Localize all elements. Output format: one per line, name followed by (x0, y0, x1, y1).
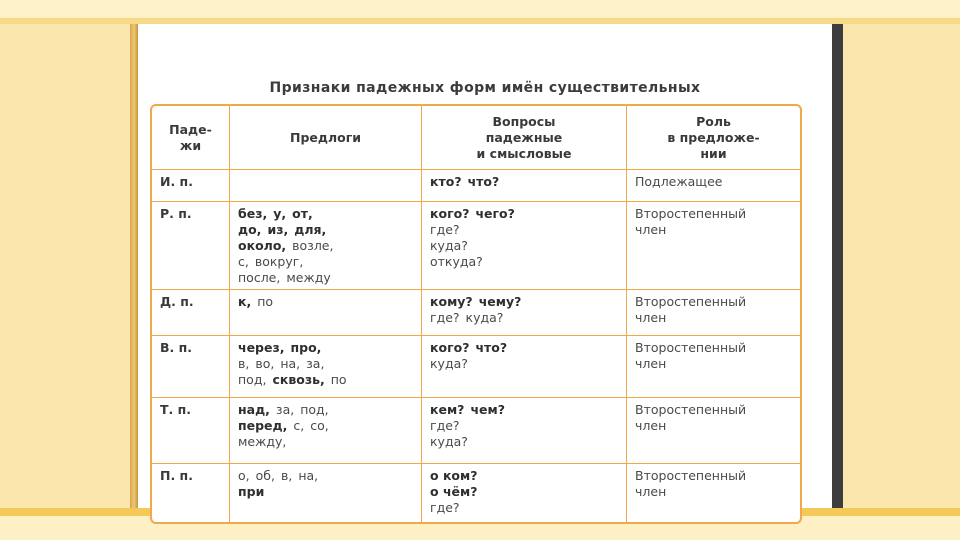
header-questions-line: и смысловые (476, 145, 572, 161)
preposition: около, (238, 238, 287, 253)
question: кого? (430, 206, 470, 221)
prepositions-line (238, 402, 413, 418)
preposition: за, (306, 356, 325, 371)
header-role (627, 106, 800, 170)
header-case-line: жи (179, 137, 202, 153)
preposition: из, (267, 222, 289, 237)
role-line: Подлежащее (635, 174, 723, 189)
preposition: возле, (292, 238, 334, 253)
question: куда? (430, 238, 468, 253)
preposition: с, (293, 418, 305, 433)
questions-line (430, 402, 618, 418)
case-label: Р. п. (160, 206, 192, 221)
role-line: член (635, 418, 667, 433)
preposition: для, (294, 222, 327, 237)
questions-line (430, 206, 618, 222)
questions-line (430, 468, 618, 484)
textbook-page (138, 24, 832, 515)
header-role-line: Роль (696, 113, 731, 129)
role-cell (627, 290, 800, 336)
question: куда? (430, 356, 468, 371)
question: что? (475, 340, 508, 355)
prepositions-line (238, 418, 413, 434)
questions-line (430, 174, 618, 190)
questions-line (430, 222, 618, 238)
case-cell (152, 464, 230, 522)
preposition: на, (298, 468, 319, 483)
question: где? (430, 418, 460, 433)
role-cell (627, 170, 800, 202)
prepositions-line (238, 340, 413, 356)
questions-line (430, 418, 618, 434)
header-case (152, 106, 230, 170)
preposition: о, (238, 468, 250, 483)
prepositions-line (238, 468, 413, 484)
role-line: член (635, 310, 667, 325)
header-questions (422, 106, 627, 170)
role-line: Второстепенный (635, 206, 747, 221)
questions-line (430, 294, 618, 310)
case-cell (152, 290, 230, 336)
header-prepositions-line: Предлоги (289, 129, 361, 145)
role-line: Второстепенный (635, 340, 747, 355)
case-label: Т. п. (160, 402, 192, 417)
case-label: В. п. (160, 340, 193, 355)
case-cell (152, 202, 230, 290)
preposition: во, (255, 356, 275, 371)
question: откуда? (430, 254, 483, 269)
preposition: вокруг, (254, 254, 304, 269)
question: что? (467, 174, 500, 189)
question: чему? (478, 294, 522, 309)
role-line: член (635, 484, 667, 499)
question: где? (430, 500, 460, 515)
preposition: под, (238, 372, 267, 387)
questions-cell (422, 398, 627, 464)
preposition: при (238, 484, 265, 499)
role-cell (627, 336, 800, 398)
questions-cell (422, 290, 627, 336)
question: кого? (430, 340, 470, 355)
role-cell (627, 202, 800, 290)
prepositions-cell (230, 202, 422, 290)
role-cell (627, 398, 800, 464)
preposition: сквозь, (272, 372, 325, 387)
questions-cell (422, 170, 627, 202)
questions-line (430, 254, 618, 270)
questions-cell (422, 336, 627, 398)
preposition: по (257, 294, 274, 309)
case-cell (152, 170, 230, 202)
header-case-line: Паде- (169, 121, 212, 137)
question: кто? (430, 174, 462, 189)
questions-line (430, 356, 618, 372)
prepositions-line (238, 238, 413, 254)
preposition: до, (238, 222, 262, 237)
prepositions-line (238, 434, 413, 450)
questions-line (430, 484, 618, 500)
preposition: после, (238, 270, 281, 285)
case-cell (152, 398, 230, 464)
preposition: со, (310, 418, 329, 433)
preposition: от, (292, 206, 313, 221)
questions-line (430, 434, 618, 450)
header-role-line: нии (700, 145, 727, 161)
table-title: Признаки падежных форм имён существительных (269, 80, 701, 96)
preposition: между, (238, 434, 287, 449)
role-line: Второстепенный (635, 468, 747, 483)
preposition: к, (238, 294, 252, 309)
header-questions-line: падежные (485, 129, 563, 145)
role-cell (627, 464, 800, 522)
question: о ком? (430, 468, 478, 483)
prepositions-line (238, 372, 413, 388)
questions-cell (422, 464, 627, 522)
question: о чём? (430, 484, 478, 499)
prepositions-line (238, 484, 413, 500)
case-forms-table (150, 104, 802, 524)
prepositions-cell (230, 336, 422, 398)
preposition: над, (238, 402, 270, 417)
prepositions-cell (230, 290, 422, 336)
preposition: про, (290, 340, 322, 355)
question: где? (430, 310, 460, 325)
prepositions-cell (230, 398, 422, 464)
preposition: на, (280, 356, 301, 371)
questions-line (430, 500, 618, 516)
case-label: П. п. (160, 468, 193, 483)
prepositions-cell (230, 464, 422, 522)
preposition: между (286, 270, 331, 285)
role-line: член (635, 356, 667, 371)
case-label: И. п. (160, 174, 193, 189)
preposition: через, (238, 340, 285, 355)
case-cell (152, 336, 230, 398)
question: где? (430, 222, 460, 237)
prepositions-line (238, 254, 413, 270)
preposition: за, (275, 402, 295, 417)
top-stripe-light (0, 0, 960, 18)
preposition: под, (300, 402, 329, 417)
questions-line (430, 340, 618, 356)
question: кем? (430, 402, 465, 417)
questions-cell (422, 202, 627, 290)
preposition: по (330, 372, 347, 387)
question: куда? (430, 434, 468, 449)
header-questions-line: Вопросы (492, 113, 556, 129)
prepositions-line (238, 206, 413, 222)
prepositions-line (238, 356, 413, 372)
header-role-line: в предложе- (667, 129, 760, 145)
question: чем? (470, 402, 505, 417)
prepositions-line (238, 222, 413, 238)
preposition: у, (273, 206, 287, 221)
header-prepositions (230, 106, 422, 170)
prepositions-line (238, 294, 413, 310)
role-line: Второстепенный (635, 294, 747, 309)
preposition: в, (238, 356, 250, 371)
role-line: Второстепенный (635, 402, 747, 417)
wooden-edge (130, 24, 138, 508)
preposition: без, (238, 206, 268, 221)
question: куда? (465, 310, 504, 325)
question: кому? (430, 294, 473, 309)
dark-edge (832, 24, 843, 508)
questions-line (430, 238, 618, 254)
questions-line (430, 310, 618, 326)
question: чего? (475, 206, 515, 221)
prepositions-line (238, 270, 413, 286)
preposition: перед, (238, 418, 288, 433)
preposition: об, (255, 468, 275, 483)
case-label: Д. п. (160, 294, 194, 309)
role-line: член (635, 222, 667, 237)
prepositions-cell (230, 170, 422, 202)
preposition: в, (280, 468, 293, 483)
preposition: с, (238, 254, 249, 269)
